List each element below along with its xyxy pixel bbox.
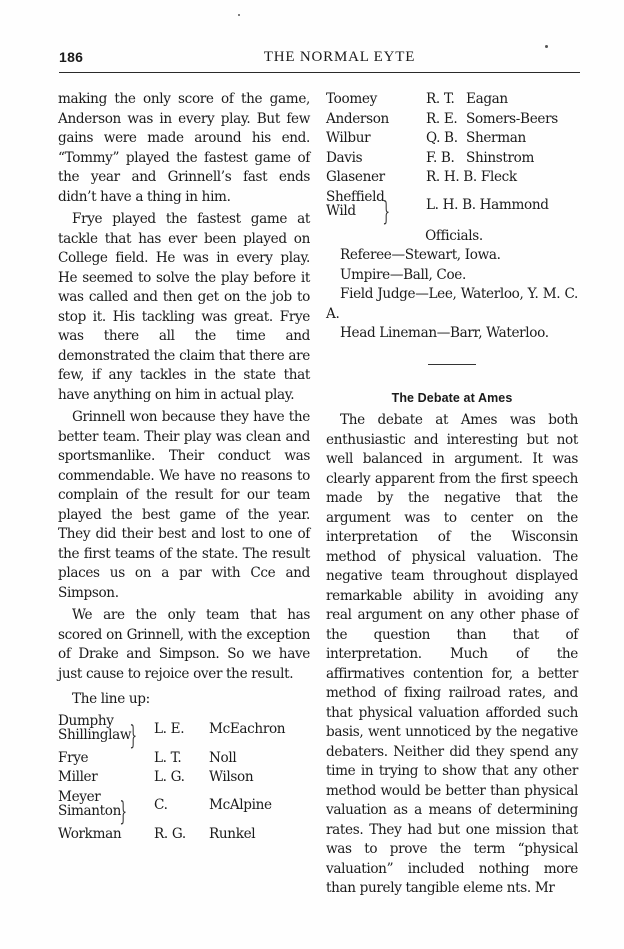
position: R. T. xyxy=(426,91,455,107)
section-divider xyxy=(428,364,476,365)
opponent-name: Fleck xyxy=(480,169,517,185)
header-rule xyxy=(59,72,580,73)
player-name: Wild xyxy=(326,203,356,219)
opponent-name: Sherman xyxy=(466,130,526,146)
position: F. B. xyxy=(426,149,455,166)
player-names xyxy=(326,188,426,225)
position: L. T. xyxy=(154,749,182,766)
lineup-row xyxy=(326,188,578,225)
position: R. H. B. xyxy=(426,169,477,185)
lineup-row xyxy=(326,149,578,169)
lineup-row xyxy=(326,129,578,149)
player-name: Toomey xyxy=(326,91,377,107)
lineup-row xyxy=(326,168,578,188)
journal-title: THE NORMAL EYTE xyxy=(263,49,416,65)
scan-speck xyxy=(238,14,240,16)
position: L. G. xyxy=(154,769,185,785)
running-head xyxy=(59,49,580,69)
opponent-name: Eagan xyxy=(466,91,508,107)
player-name: Workman xyxy=(58,825,122,842)
position-and-opponent xyxy=(426,188,578,225)
official-entry: Referee—Stewart, Iowa. xyxy=(340,247,501,263)
player-name: Shillinglaw xyxy=(58,727,132,743)
officials-heading: Officials. xyxy=(425,227,483,244)
scan-speck xyxy=(545,45,548,48)
paragraph: Frye played the fastest game at tackle that has ever been played on College field. He was in every play. He seemed to solve the play before it was called and then get on the job to stop it. His tackling was great. Frye was there all the time and demonstrated the claim that there are few, if any tackles in the state that have anything on him in actual play. xyxy=(58,211,310,403)
lineup-row xyxy=(58,825,310,845)
player-name: Glasener xyxy=(326,169,385,185)
opponent-name: Runkel xyxy=(209,825,256,842)
opponent-name: Noll xyxy=(209,749,237,766)
lineup-table xyxy=(58,712,310,845)
player-names xyxy=(58,712,154,749)
paragraph: Grinnell won because they have the better team. Their play was clean and sportsmanlike. Their conduct was commendable. We have no reasons to complain of the result for our team played the best game of the year. They did their best and lost to one of the first teams of the state. The result places us on a par with Cce and Simpson. xyxy=(58,409,310,601)
lineup-row xyxy=(326,110,578,130)
official-entry: Head Lineman—Barr, Waterloo. xyxy=(340,325,549,341)
player-name: Meyer xyxy=(58,788,101,805)
position: R. G. xyxy=(154,825,186,842)
player-name: Sheffield xyxy=(326,188,385,205)
position: L. E. xyxy=(154,721,185,738)
player-name: Dumphy xyxy=(58,712,114,729)
player-names xyxy=(58,788,154,825)
position: R. E. xyxy=(426,110,458,127)
lineup-row xyxy=(58,768,310,788)
opponent-name: McEachron xyxy=(209,721,286,738)
player-name: Anderson xyxy=(326,110,389,127)
opponent-name: Shinstrom xyxy=(466,149,535,166)
article-title: The Debate at Ames xyxy=(391,390,513,405)
lineup-intro: The line up: xyxy=(72,691,150,707)
position: L. H. B. xyxy=(426,197,476,214)
paragraph: We are the only team that has scored on Grinnell, with the exception of Drake and Simpson. So we have just cause to rejoice over the result. xyxy=(58,607,310,682)
brace-glyph: } xyxy=(129,720,137,751)
brace-glyph: } xyxy=(382,196,391,227)
lineup-row xyxy=(58,712,310,749)
position: C. xyxy=(154,797,168,814)
opponent-name: Wilson xyxy=(209,769,254,785)
page-number: 186 xyxy=(59,49,84,65)
official-entry: Field Judge—Lee, Waterloo, Y. M. C. A. xyxy=(326,286,578,322)
opponent-name: McAlpine xyxy=(209,797,272,814)
position: Q. B. xyxy=(426,130,458,146)
position-and-opponent xyxy=(426,168,578,188)
opponent-name: Somers-Beers xyxy=(466,110,558,127)
right-column xyxy=(326,90,578,902)
lineup-row xyxy=(58,788,310,825)
lineup-row xyxy=(326,90,578,110)
player-name: Simanton xyxy=(58,803,122,819)
lineup-row xyxy=(58,749,310,769)
player-name: Frye xyxy=(58,749,89,766)
opponent-name: Hammond xyxy=(479,197,549,214)
player-name: Miller xyxy=(58,769,98,785)
brace-glyph: } xyxy=(119,796,127,827)
left-column xyxy=(58,90,310,844)
player-name: Wilbur xyxy=(326,130,371,146)
article-paragraph: The debate at Ames was both enthusiastic and interesting but not well balanced in argument. It was clearly apparent from the first speech made by the negative that the argument was to center on the interpretation of the Wisconsin method of physical valuation. The negative team throughout displayed remarkable ability in avoiding any real argument on any other phase of the question than that of interpretation. Much of the affirmatives contention for, a better method of fixing railroad rates, and that physical valuation afforded such basis, went unnoticed by the negative debaters. Neither did they spend any time in trying to show that any other method would be better than physical valuation as a means of determining rates. They had but one mission that was to prove the term “physical valuation” included nothing more than purely tangible eleme nts. Mr xyxy=(326,412,578,896)
player-name: Davis xyxy=(326,149,363,166)
paragraph: making the only score of the game, Anderson was in every play. But few gains were made around his end. “Tommy” played the fastest game of the year and Grinnell’s fast ends didn’t have a thing in him. xyxy=(58,91,310,205)
official-entry: Umpire—Ball, Coe. xyxy=(340,266,466,283)
lineup-table-continued xyxy=(326,90,578,225)
